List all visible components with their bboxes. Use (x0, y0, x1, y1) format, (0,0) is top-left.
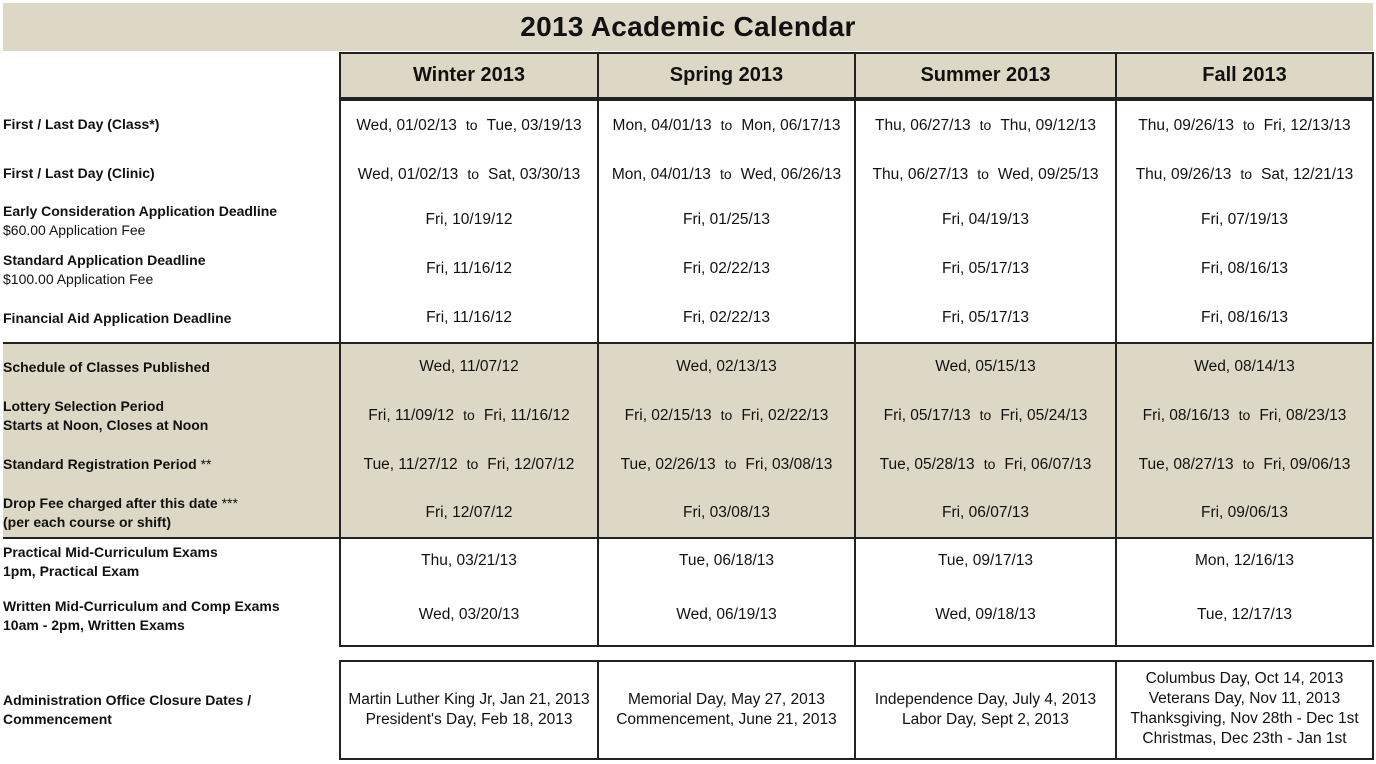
to-label: to (977, 166, 989, 182)
date-cell: Fri, 01/25/13 (682, 211, 771, 228)
date-cell: Fri, 06/07/13 (941, 504, 1030, 521)
row-label (3, 115, 333, 134)
date-cell: Fri, 04/19/13 (941, 211, 1030, 228)
row-label-text: Administration Office Closure Dates / (3, 692, 252, 708)
row-label-text: Practical Mid-Curriculum Exams (3, 544, 218, 560)
column-header-summer (854, 52, 1117, 99)
date-cell: Tue, 06/18/13 (678, 552, 775, 569)
date-range-cell (856, 454, 1115, 475)
date-range-cell (856, 115, 1115, 136)
end-date: Fri, 11/16/12 (483, 407, 570, 424)
date-cell: Thu, 03/21/13 (421, 552, 517, 569)
grid-line (1372, 52, 1374, 647)
date-cell: Fri, 02/22/13 (682, 260, 771, 277)
footnote-mark: *** (217, 495, 238, 511)
calendar-title-bar (3, 3, 1373, 51)
closure-item: Thanksgiving, Nov 28th - Dec 1st (1130, 710, 1359, 727)
row-label (3, 358, 333, 377)
row-label-text: Standard Registration Period (3, 456, 197, 472)
start-date: Tue, 11/27/12 (363, 456, 458, 473)
start-date: Tue, 08/27/13 (1138, 456, 1234, 473)
start-date: Fri, 02/15/13 (624, 407, 712, 424)
row-label-text: Lottery Selection Period (3, 398, 165, 414)
closure-item: Commencement, June 21, 2013 (616, 711, 837, 728)
row-label (3, 164, 333, 183)
row-label-text: First / Last Day (Class*) (3, 116, 160, 132)
closure-item: Veterans Day, Nov 11, 2013 (1148, 690, 1341, 707)
date-range-cell (1117, 115, 1372, 136)
to-label: to (724, 456, 737, 472)
closure-item: Martin Luther King Jr, Jan 21, 2013 (348, 691, 590, 708)
end-date: Sat, 03/30/13 (488, 166, 581, 183)
date-cell: Fri, 11/16/12 (426, 260, 512, 277)
date-cell: Wed, 05/15/13 (935, 358, 1036, 375)
row-label-text: Early Consideration Application Deadline (3, 203, 278, 219)
date-cell: Wed, 08/14/13 (1194, 358, 1295, 375)
footnote-mark: ** (196, 456, 212, 472)
to-label: to (979, 117, 992, 133)
start-date: Tue, 05/28/13 (879, 456, 975, 473)
date-range-cell (1117, 164, 1372, 185)
start-date: Fri, 11/09/12 (368, 407, 455, 424)
row-label (3, 691, 333, 729)
end-date: Mon, 06/17/13 (741, 117, 841, 134)
closure-item: Independence Day, July 4, 2013 (874, 691, 1097, 708)
date-range-cell (856, 405, 1115, 426)
grid-line (339, 99, 1374, 101)
start-date: Wed, 01/02/13 (357, 166, 459, 183)
to-label: to (720, 407, 733, 423)
grid-line (339, 660, 1374, 662)
end-date: Fri, 06/07/13 (1004, 456, 1092, 473)
date-range-cell (341, 164, 597, 185)
closure-item: Christmas, Dec 23th - Jan 1st (1142, 730, 1347, 747)
row-label (3, 251, 333, 289)
end-date: Thu, 09/12/13 (1000, 117, 1097, 134)
date-cell: Fri, 11/16/12 (426, 309, 512, 326)
end-date: Fri, 05/24/13 (1000, 407, 1088, 424)
date-cell: Fri, 12/07/12 (425, 504, 513, 521)
end-date: Fri, 02/22/13 (741, 407, 829, 424)
start-date: Fri, 08/16/13 (1142, 407, 1230, 424)
date-cell: Fri, 07/19/13 (1200, 211, 1289, 228)
row-label-line2: 10am - 2pm, Written Exams (3, 617, 185, 633)
row-label-line2: Starts at Noon, Closes at Noon (3, 417, 209, 433)
end-date: Sat, 12/21/13 (1261, 166, 1354, 183)
row-label-text: First / Last Day (Clinic) (3, 165, 155, 181)
end-date: Fri, 03/08/13 (745, 456, 833, 473)
date-cell: Wed, 03/20/13 (418, 606, 520, 623)
row-label-text: Financial Aid Application Deadline (3, 310, 232, 326)
date-range-cell (599, 115, 854, 136)
start-date: Mon, 04/01/13 (611, 166, 711, 183)
start-date: Thu, 09/26/13 (1135, 166, 1232, 183)
to-label: to (466, 456, 479, 472)
date-cell: Wed, 11/07/12 (419, 358, 519, 375)
grid-line (3, 537, 1374, 539)
date-cell: Tue, 09/17/13 (937, 552, 1034, 569)
to-label: to (1242, 117, 1255, 133)
date-cell: Mon, 12/16/13 (1194, 552, 1295, 569)
date-cell: Fri, 05/17/13 (941, 260, 1030, 277)
closure-cell (1117, 669, 1372, 749)
to-label: to (1242, 456, 1255, 472)
term-label: Summer 2013 (920, 64, 1051, 86)
term-label: Fall 2013 (1202, 64, 1287, 86)
column-header-fall (1115, 52, 1374, 99)
date-range-cell (341, 405, 597, 426)
closure-item: President's Day, Feb 18, 2013 (365, 711, 573, 728)
closure-item: Memorial Day, May 27, 2013 (628, 691, 825, 708)
to-label: to (983, 456, 996, 472)
date-range-cell (856, 164, 1115, 185)
to-label: to (467, 166, 479, 182)
start-date: Mon, 04/01/13 (612, 117, 712, 134)
closure-cell (341, 690, 597, 730)
row-label (3, 597, 333, 635)
end-date: Tue, 03/19/13 (486, 117, 582, 134)
to-label: to (1240, 166, 1253, 182)
row-label (3, 202, 333, 240)
date-range-cell (599, 164, 854, 185)
term-label: Winter 2013 (412, 64, 526, 86)
start-date: Tue, 02/26/13 (620, 456, 716, 473)
to-label: to (720, 117, 733, 133)
date-cell: Fri, 03/08/13 (682, 504, 771, 521)
closure-cell (599, 690, 854, 730)
grid-line (339, 645, 1374, 647)
start-date: Thu, 06/27/13 (872, 166, 969, 183)
row-sublabel: $100.00 Application Fee (3, 271, 154, 287)
row-label (3, 309, 333, 328)
row-sublabel: $60.00 Application Fee (3, 222, 146, 238)
to-label: to (463, 407, 475, 423)
row-label-text: Schedule of Classes Published (3, 359, 210, 375)
closure-item: Columbus Day, Oct 14, 2013 (1145, 670, 1344, 687)
grid-line (1372, 660, 1374, 760)
to-label: to (719, 166, 732, 182)
to-label: to (979, 407, 992, 423)
date-cell: Tue, 12/17/13 (1196, 606, 1293, 623)
start-date: Thu, 09/26/13 (1138, 117, 1234, 134)
row-label-text: Written Mid-Curriculum and Comp Exams (3, 598, 280, 614)
to-label: to (1238, 407, 1251, 423)
to-label: to (465, 117, 478, 133)
end-date: Fri, 08/23/13 (1259, 407, 1347, 424)
grid-line (3, 342, 1374, 344)
column-header-spring (597, 52, 856, 99)
row-label (3, 543, 333, 581)
date-range-cell (341, 454, 597, 475)
row-label-line2: (per each course or shift) (3, 514, 172, 530)
grid-line (339, 758, 1374, 760)
closure-cell (856, 690, 1115, 730)
page-title: 2013 Academic Calendar (520, 11, 856, 42)
row-label (3, 494, 333, 532)
date-cell: Fri, 05/17/13 (941, 309, 1030, 326)
date-cell: Wed, 02/13/13 (676, 358, 777, 375)
closure-item: Labor Day, Sept 2, 2013 (902, 711, 1069, 728)
date-range-cell (1117, 454, 1372, 475)
end-date: Wed, 06/26/13 (740, 166, 842, 183)
row-label-text: Standard Application Deadline (3, 252, 206, 268)
term-label: Spring 2013 (669, 64, 784, 86)
date-cell: Fri, 02/22/13 (682, 309, 771, 326)
end-date: Fri, 09/06/13 (1263, 456, 1351, 473)
end-date: Wed, 09/25/13 (997, 166, 1099, 183)
column-header-winter (339, 52, 599, 99)
row-label (3, 455, 333, 474)
date-cell: Fri, 08/16/13 (1200, 309, 1289, 326)
start-date: Thu, 06/27/13 (874, 117, 971, 134)
start-date: Wed, 01/02/13 (356, 117, 457, 134)
row-label (3, 397, 333, 435)
date-cell: Wed, 09/18/13 (935, 606, 1036, 623)
end-date: Fri, 12/13/13 (1263, 117, 1351, 134)
date-range-cell (341, 115, 597, 136)
date-cell: Fri, 09/06/13 (1200, 504, 1289, 521)
row-label-line2: Commencement (3, 711, 112, 727)
end-date: Fri, 12/07/12 (487, 456, 575, 473)
date-cell: Fri, 08/16/13 (1200, 260, 1289, 277)
row-label-line2: 1pm, Practical Exam (3, 563, 140, 579)
date-range-cell (1117, 405, 1372, 426)
date-range-cell (599, 454, 854, 475)
date-cell: Fri, 10/19/12 (425, 211, 513, 228)
start-date: Fri, 05/17/13 (883, 407, 971, 424)
date-range-cell (599, 405, 854, 426)
row-label-text: Drop Fee charged after this date (3, 495, 218, 511)
date-cell: Wed, 06/19/13 (676, 606, 777, 623)
